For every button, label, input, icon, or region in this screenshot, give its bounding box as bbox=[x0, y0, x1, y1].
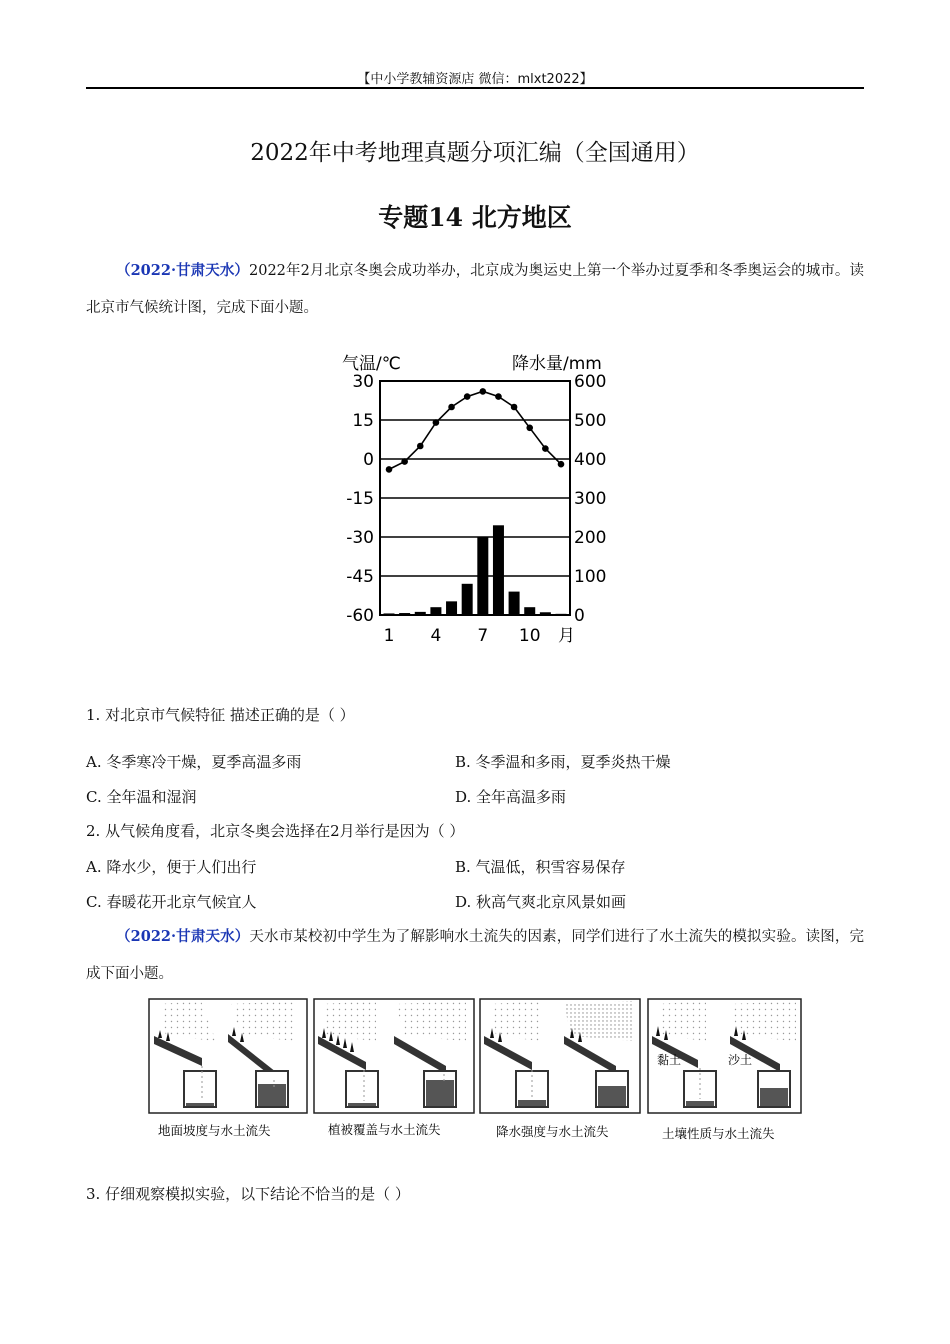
precipitation-bar bbox=[446, 601, 457, 615]
q1-option-c[interactable]: C. 全年温和湿润 bbox=[86, 788, 197, 806]
x-tick: 7 bbox=[477, 626, 489, 646]
caption-slope: 地面坡度与水土流失 bbox=[158, 1123, 271, 1138]
y-left-tick: -15 bbox=[346, 489, 374, 509]
passage-2-source: （2022·甘肃天水） bbox=[116, 928, 250, 945]
topic-title: 专题14 北方地区 bbox=[378, 203, 572, 232]
temperature-point bbox=[417, 443, 424, 450]
panel-slope bbox=[149, 999, 307, 1113]
precipitation-bar bbox=[477, 537, 488, 615]
y-right-tick: 300 bbox=[574, 489, 607, 509]
soil-label-clay: 黏土 bbox=[657, 1053, 682, 1067]
right-axis-ticks bbox=[574, 372, 606, 626]
temperature-point bbox=[480, 388, 487, 395]
temperature-points bbox=[386, 388, 565, 473]
beaker-icon bbox=[184, 1071, 216, 1107]
header-divider bbox=[86, 87, 864, 89]
left-axis-ticks bbox=[346, 372, 374, 626]
x-axis-ticks bbox=[384, 626, 541, 646]
y-left-tick: 0 bbox=[363, 450, 374, 470]
temperature-point bbox=[558, 461, 565, 468]
y-right-tick: 200 bbox=[574, 528, 607, 548]
caption-rainfall: 降水强度与水土流失 bbox=[496, 1124, 609, 1139]
y-right-tick: 600 bbox=[574, 372, 607, 392]
temperature-point bbox=[542, 445, 549, 452]
y-right-label: 降水量/mm bbox=[512, 354, 602, 374]
temperature-point bbox=[401, 458, 408, 465]
q1-option-b[interactable]: B. 冬季温和多雨，夏季炎热干燥 bbox=[455, 753, 671, 771]
temperature-point bbox=[511, 404, 518, 411]
y-right-tick: 0 bbox=[574, 606, 585, 626]
precipitation-bar bbox=[493, 525, 504, 615]
climate-chart bbox=[330, 345, 630, 650]
temperature-line bbox=[389, 391, 561, 469]
panel-rainfall bbox=[480, 999, 640, 1113]
precipitation-bar bbox=[415, 612, 426, 615]
y-left-tick: 15 bbox=[352, 411, 374, 431]
passage-1-text: 2022年2月北京冬奥会成功举办，北京成为奥运史上第一个举办过夏季和冬季奥运会的城市。读北京市气候统计图，完成下面小题。 bbox=[86, 263, 865, 316]
y-right-tick: 500 bbox=[574, 411, 607, 431]
question-2-stem: 2. 从气候角度看，北京冬奥会选择在2月举行是因为（ ） bbox=[86, 822, 465, 840]
y-left-tick: -60 bbox=[346, 606, 374, 626]
panel-vegetation bbox=[314, 999, 474, 1113]
temperature-point bbox=[448, 404, 455, 411]
q2-option-c[interactable]: C. 春暖花开北京气候宜人 bbox=[86, 893, 257, 911]
precipitation-bar bbox=[399, 613, 410, 615]
beaker-icon bbox=[346, 1071, 378, 1107]
precipitation-bar bbox=[524, 607, 535, 615]
question-3-stem: 3. 仔细观察模拟实验，以下结论不恰当的是（ ） bbox=[86, 1185, 410, 1203]
caption-vegetation: 植被覆盖与水土流失 bbox=[328, 1122, 441, 1137]
soil-label-sand: 沙土 bbox=[728, 1053, 753, 1067]
x-unit-label: 月 bbox=[558, 626, 575, 646]
q2-option-a[interactable]: A. 降水少，便于人们出行 bbox=[86, 858, 257, 876]
experiment-figure bbox=[146, 996, 806, 1146]
passage-1-source: （2022·甘肃天水） bbox=[116, 262, 249, 279]
passage-1 bbox=[86, 252, 864, 327]
panel-soil bbox=[648, 999, 801, 1113]
y-left-tick: 30 bbox=[352, 372, 374, 392]
q2-option-b[interactable]: B. 气温低，积雪容易保存 bbox=[455, 858, 626, 876]
precipitation-bar bbox=[384, 613, 395, 615]
passage-2-text: 天水市某校初中学生为了解影响水土流失的因素，同学们进行了水土流失的模拟实验。读图，完成下面小题。 bbox=[86, 929, 865, 982]
y-right-tick: 100 bbox=[574, 567, 607, 587]
question-1-stem: 1. 对北京市气候特征 描述正确的是（ ） bbox=[86, 706, 355, 724]
precipitation-bar bbox=[430, 607, 441, 615]
temperature-point bbox=[386, 466, 393, 473]
y-right-tick: 400 bbox=[574, 450, 607, 470]
precipitation-bars bbox=[384, 525, 567, 615]
passage-2 bbox=[86, 918, 864, 993]
x-tick: 1 bbox=[383, 626, 395, 646]
temperature-point bbox=[433, 419, 440, 426]
q1-option-a[interactable]: A. 冬季寒冷干燥，夏季高温多雨 bbox=[86, 753, 302, 771]
temperature-point bbox=[464, 393, 471, 400]
precipitation-bar bbox=[509, 592, 520, 615]
precipitation-bar bbox=[556, 614, 567, 615]
precipitation-bar bbox=[540, 612, 551, 615]
x-tick: 4 bbox=[430, 626, 442, 646]
q2-option-d[interactable]: D. 秋高气爽北京风景如画 bbox=[455, 893, 627, 911]
q1-option-d[interactable]: D. 全年高温多雨 bbox=[455, 788, 567, 806]
y-left-tick: -30 bbox=[346, 528, 374, 548]
page-header: 【中小学教辅资源店 微信：mlxt2022】 bbox=[357, 72, 593, 87]
y-left-tick: -45 bbox=[346, 567, 374, 587]
x-tick: 10 bbox=[518, 626, 541, 646]
caption-soil: 土壤性质与水土流失 bbox=[662, 1126, 775, 1141]
precipitation-bar bbox=[462, 584, 473, 615]
document-title: 2022年中考地理真题分项汇编（全国通用） bbox=[250, 140, 700, 166]
temperature-point bbox=[495, 393, 502, 400]
y-left-label: 气温/℃ bbox=[342, 354, 401, 374]
temperature-point bbox=[526, 425, 533, 432]
